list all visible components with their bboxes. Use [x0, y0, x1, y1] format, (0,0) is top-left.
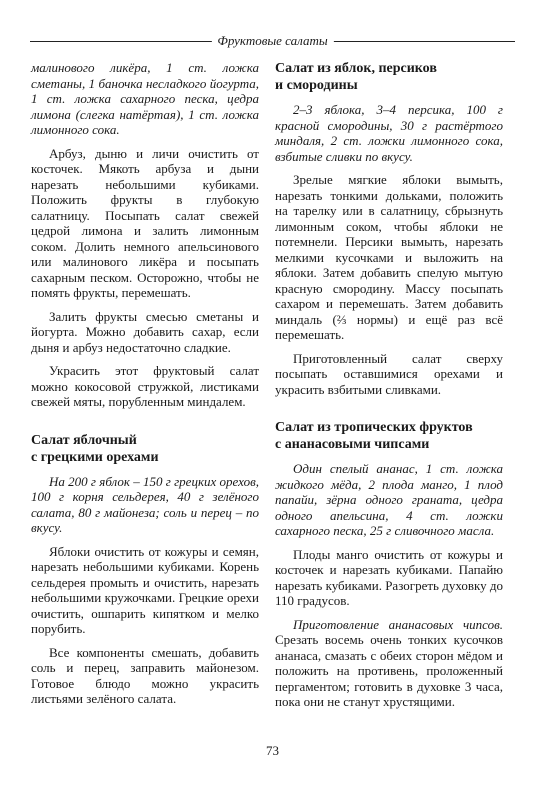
paragraph: Залить фрукты смесью сметаны и йогурта. Можно добавить сахар, если дыня и арбуз недостаточно сладкие. — [31, 308, 259, 355]
ingredients-continued: малинового ликёра, 1 ст. ложка сметаны, 1 баночка несладкого йогурта, 1 ст. ложка сахарного песка, цедра лимона (слегка натёртая), 1 ст. ложка лимонного сока. — [31, 60, 259, 137]
running-header: Фруктовые салаты — [211, 33, 333, 49]
paragraph: Украсить этот фруктовый салат можно кокосовой стружкой, листиками свежей мяты, порубленным миндалем. — [31, 363, 259, 409]
paragraph: Арбуз, дыню и личи очистить от косточек. Мякоть арбуза и дыни нарезать небольшими кубиками. Положить фрукты в глубокую салатницу. Посыпать салат свежей цедрой лимона и залить лимонным соком. Долить немного апельсинового или малинового ликёра и посыпать сахарным песком. Осторожно, чтобы не помять фрукты, перемешать. — [31, 145, 259, 300]
paragraph: Зрелые мягкие яблоки вымыть, нарезать тонкими дольками, положить на тарелку или в салатницу, сбрызнуть лимонным соком, чтобы яблоки не потемнели. Персики вымыть, нарезать мелкими кусочками и выложить на яблоки. Затем добавить спелую мытую красную смородину. Массу посыпать сахаром и перемешать. Затем добавить миндаль (⅔ нормы) и ещё раз всё перемешать. — [275, 172, 503, 342]
ingredients: Один спелый ананас, 1 ст. ложка жидкого мёда, 2 плода манго, 1 плод папайи, зёрна одного граната, цедра одного апельсина, 4 ст. ложки сахарного песка, 25 г сливочного масла. — [275, 461, 503, 538]
recipe-title-line2: с ананасовыми чипсами — [275, 437, 430, 452]
left-column — [31, 60, 259, 707]
paragraph-with-subheading — [275, 617, 503, 710]
recipe-title-line1: Салат из яблок, персиков — [275, 61, 437, 76]
recipe-title-line2: и смородины — [275, 78, 358, 93]
ingredients: 2–3 яблока, 3–4 персика, 100 г красной смородины, 30 г растёртого миндаля, 2 ст. ложки лимонного сока, взбитые сливки по вкусу. — [275, 102, 503, 164]
paragraph: Приготовленный салат сверху посыпать оставшимися орехами и украсить взбитыми сливками. — [275, 350, 503, 397]
recipe-title-line1: Салат из тропических фруктов — [275, 420, 473, 435]
recipe-title — [275, 419, 503, 453]
recipe-title — [275, 60, 503, 94]
recipe-title — [31, 432, 259, 466]
paragraph-text: Срезать восемь очень тонких кусочков ананаса, смазать с обеих сторон мёдом и положить на противень, проложенный пергаментом; готовить в духовке 3 часа, пока они не станут хрустящими. — [275, 632, 503, 709]
ingredients: На 200 г яблок – 150 г грецких орехов, 100 г корня сельдерея, 40 г зелёного салата, 80 г майонеза; соль и перец – по вкусу. — [31, 473, 259, 535]
recipe-title-line2: с грецкими орехами — [31, 449, 159, 465]
paragraph: Все компоненты смешать, добавить соль и перец, заправить майонезом. Готовое блюдо можно украсить листьями зелёного салата. — [31, 644, 259, 706]
paragraph: Яблоки очистить от кожуры и семян, нарезать небольшими кубиками. Корень сельдерея промыть и очистить, нарезать небольшими кружочками. Грецкие орехи очистить, ошпарить кипятком и мелко порубить. — [31, 543, 259, 636]
right-column — [275, 60, 503, 710]
subheading: Приготовление ананасовых чипсов. — [293, 616, 503, 632]
paragraph: Плоды манго очистить от кожуры и косточек и нарезать кубиками. Папайю нарезать кубиками. Разогреть духовку до 110 градусов. — [275, 546, 503, 608]
page-number: 73 — [266, 743, 279, 758]
recipe-title-line1: Салат яблочный — [31, 432, 137, 448]
